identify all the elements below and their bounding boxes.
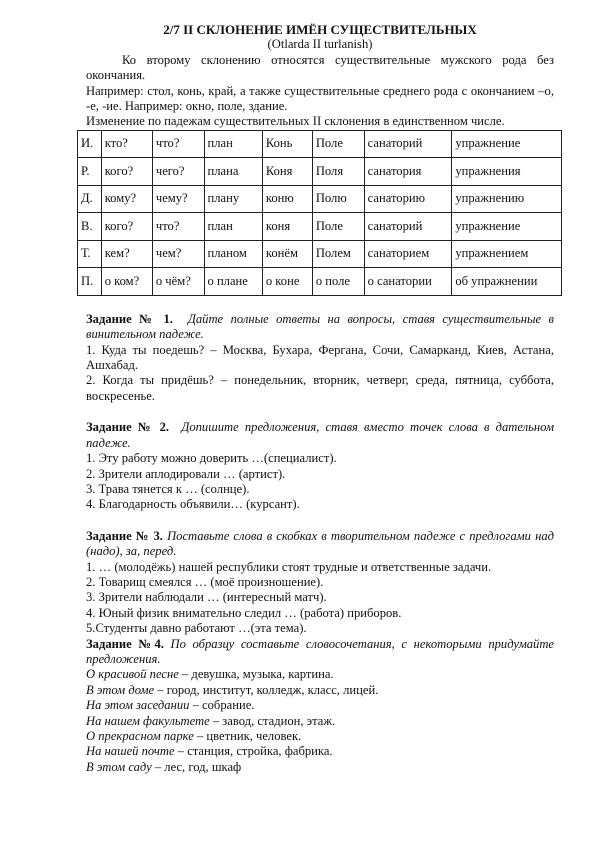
table-cell: чем? (152, 240, 204, 268)
table-cell: плана (204, 158, 262, 186)
task-item: 1. … (молодёжь) нашей республики стоят трудные и ответственные задачи. (86, 559, 492, 574)
table-cell: что? (152, 130, 204, 158)
example-words: – завод, стадион, этаж. (209, 713, 336, 728)
case-abbrev: П. (78, 268, 102, 296)
table-cell: санаторий (364, 213, 452, 241)
example-phrase: В этом доме (86, 682, 155, 697)
table-cell: о коне (262, 268, 312, 296)
example-phrase: На нашем факультете (86, 713, 210, 728)
example-phrase: На нашей почте (86, 744, 175, 759)
table-cell: планом (204, 240, 262, 268)
table-cell: о поле (312, 268, 364, 296)
table-cell: упражнения (452, 158, 562, 186)
table-cell: Конь (262, 130, 312, 158)
spacer (86, 404, 554, 420)
table-cell: конём (262, 240, 312, 268)
case-abbrev: В. (78, 213, 102, 241)
case-abbrev: Р. (78, 158, 102, 186)
task-1-heading (86, 312, 554, 343)
task-3-heading (86, 529, 554, 560)
example-phrase: На этом заседании (86, 698, 190, 713)
case-abbrev: Т. (78, 240, 102, 268)
example-phrase: О прекрасном парке (86, 729, 194, 743)
example-line (86, 667, 554, 682)
task-item: 2. Зрители аплодировали … (артист). (86, 466, 286, 481)
table-cell: плану (204, 185, 262, 213)
table-cell: о чём? (152, 268, 204, 296)
table-cell: кого? (101, 158, 152, 186)
case-abbrev: Д. (78, 185, 102, 213)
table-cell: план (204, 213, 262, 241)
task-2-heading (86, 420, 554, 451)
table-row (78, 213, 562, 241)
task-item: 3. Трава тянется к … (солнце). (86, 481, 250, 496)
task-item: 4. Благодарность объявили… (курсант). (86, 497, 300, 512)
table-cell: план (204, 130, 262, 158)
task-4-heading (86, 637, 554, 668)
declension-table (77, 130, 562, 296)
table-cell: что? (152, 213, 204, 241)
table-cell: о ком? (101, 268, 152, 296)
table-cell: чего? (152, 158, 204, 186)
table-cell: санаторием (364, 240, 452, 268)
table-cell: кем? (101, 240, 152, 268)
task-label: Задание № 3. (86, 528, 163, 543)
table-cell: санатория (364, 158, 452, 186)
table-cell: о санатории (364, 268, 452, 296)
example-words: – станция, стройка, фабрика. (174, 744, 333, 759)
case-abbrev: И. (78, 130, 102, 158)
table-cell: упражнение (452, 130, 562, 158)
intro-paragraph-2: Например: стол, конь, край, а также существительные среднего рода с окончанием –о, -е, -ие. Например: окно, поле, здание. (86, 83, 554, 114)
example-words: – цветник, человек. (193, 729, 302, 743)
table-cell: об упражнении (452, 268, 562, 296)
document-page (81, 22, 555, 775)
table-row (78, 268, 562, 296)
table-cell: упражнением (452, 240, 562, 268)
table-cell: чему? (152, 185, 204, 213)
table-cell: Полем (312, 240, 364, 268)
table-cell: санаторию (364, 185, 452, 213)
table-row (78, 185, 562, 213)
table-cell: кого? (101, 213, 152, 241)
table-cell: упражнение (452, 213, 562, 241)
task-label: Задание № 2. (86, 420, 170, 435)
page-title: 2/7 II СКЛОНЕНИЕ ИМЁН СУЩЕСТВИТЕЛЬНЫХ (163, 22, 477, 37)
example-line (86, 729, 554, 744)
example-line (86, 760, 554, 775)
example-line (86, 744, 554, 759)
table-cell: кому? (101, 185, 152, 213)
task-item: 3. Зрители наблюдали … (интересный матч). (86, 590, 327, 605)
table-cell: кто? (101, 130, 152, 158)
table-cell: о плане (204, 268, 262, 296)
example-words: – собрание. (189, 698, 255, 713)
example-line (86, 683, 554, 698)
table-cell: Полю (312, 185, 364, 213)
task-item: 1. Эту работу можно доверить …(специалист). (86, 451, 337, 466)
task-instruction: Поставьте слова в скобках в творительном падеже с предлогами над (надо), за, перед. (86, 528, 554, 559)
table-cell: упражнению (452, 185, 562, 213)
table-cell: санаторий (364, 130, 452, 158)
task-label: Задание № 1. (86, 311, 173, 326)
example-phrase: В этом саду (86, 759, 152, 774)
task-item: 4. Юный физик внимательно следил … (работа) приборов. (86, 605, 402, 620)
table-cell: коня (262, 213, 312, 241)
task-instruction: По образцу составьте словосочетания, с некоторыми придумайте предложения. (86, 636, 555, 666)
spacer (86, 513, 554, 529)
example-words: – город, институт, колледж, класс, лицей. (154, 682, 379, 697)
intro-paragraph-3: Изменение по падежам существительных II склонения в единственном числе. (86, 114, 505, 129)
example-line (86, 714, 554, 729)
example-words: – лес, год, шкаф (151, 759, 242, 774)
table-cell: коню (262, 185, 312, 213)
example-words: – девушка, музыка, картина. (178, 667, 334, 682)
table-row (78, 240, 562, 268)
task-item: 2. Товарищ смеялся … (моё произношение). (86, 574, 324, 589)
example-phrase: О красивой песне (86, 667, 179, 682)
task-instruction: Допишите предложения, ставя вместо точек слова в дательном падеже. (86, 420, 554, 450)
task-label: Задание №4. (86, 636, 164, 651)
table-row (78, 130, 562, 158)
task-instruction: Дайте полные ответы на вопросы, ставя существительные в винительном падеже. (86, 311, 554, 342)
example-line (86, 698, 554, 713)
intro-paragraph-1: Ко второму склонению относятся существительные мужского рода без окончания. (86, 52, 554, 83)
task-item: 2. Когда ты придёшь? – понедельник, вторник, четверг, среда, пятница, суббота, воскресенье. (86, 373, 554, 403)
table-cell: Поле (312, 213, 364, 241)
table-row (78, 158, 562, 186)
table-cell: Поле (312, 130, 364, 158)
spacer (86, 296, 554, 312)
task-item: 1. Куда ты поедешь? – Москва, Бухара, Фергана, Сочи, Самарканд, Киев, Астана, Ашхабад. (86, 342, 554, 373)
task-item: 5.Студенты давно работают …(эта тема). (86, 621, 307, 636)
table-cell: Поля (312, 158, 364, 186)
table-cell: Коня (262, 158, 312, 186)
page-subtitle: (Otlarda II turlanish) (267, 37, 373, 52)
